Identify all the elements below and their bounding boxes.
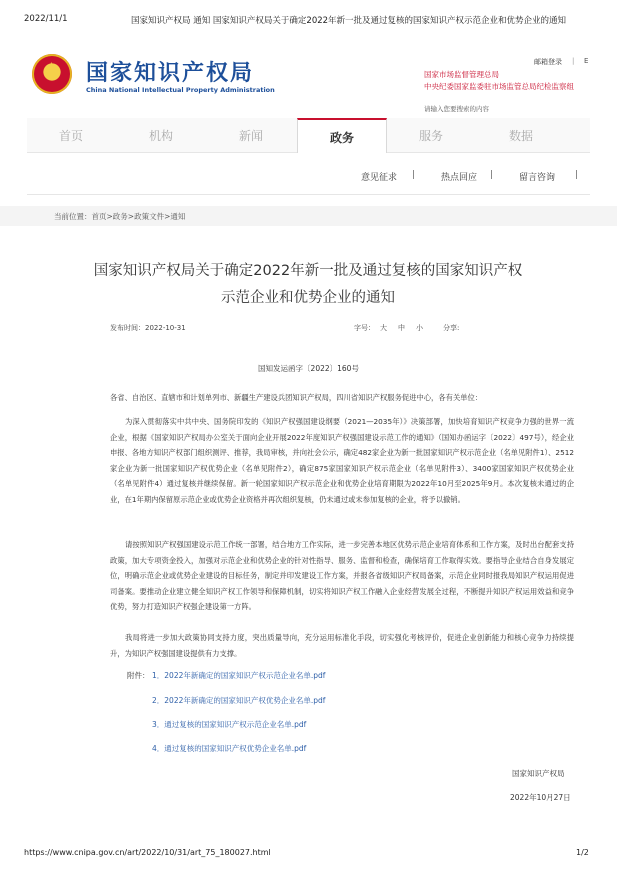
article-title: 国家知识产权局关于确定2022年新一批及通过复核的国家知识产权示范企业和优势企业的通知: [93, 263, 523, 306]
font-size-large-button[interactable]: 大: [380, 324, 387, 332]
discipline-inspection-link[interactable]: 中央纪委国家监委驻市场监管总局纪检监察组: [424, 82, 574, 91]
attachment-label: 附件：: [127, 671, 150, 680]
site-logo-text[interactable]: 国家知识产权局: [86, 61, 255, 86]
subnav-hot-topics[interactable]: 热点回应: [441, 173, 478, 183]
nav-home[interactable]: 首页: [58, 129, 83, 143]
share-label[interactable]: 分享:: [443, 324, 460, 332]
attachment-link-3[interactable]: 3．通过复核的国家知识产权示范企业名单.pdf: [152, 720, 307, 729]
attachment-link-2[interactable]: 2．2022年新确定的国家知识产权优势企业名单.pdf: [152, 696, 326, 705]
body-paragraph: 为深入贯彻落实中共中央、国务院印发的《知识产权强国建设纲要（2021—2035年）》决策部署，加快培育知识产权竞争力强的世界一流企业，根据《国家知识产权局办公室关于面向企业开展2022年度知识产权强国建设示范工作的通知》（国知办函运字〔2022〕497号），经企业申报、各地方知识产权部门组织测评、推荐，我局审核，并向社会公示，确定482家企业为新一批国家知识产权示范企业（名单见附件1）、2512家企业为新一批国家知识产权优势企业（名单见附件2），确定875家国家知识产权示范企业（名单见附件3）、3400家国家知识产权优势企业（名单见附件4）通过复核并继续保留。新一轮国家知识产权示范企业和优势企业培育期限为2022年10月至2025年9月。本次复核未通过的企业，在1年期内保留原示范企业或优势企业资格并再次组织复核，仍未通过或未参加复核的企业，将予以撤销。: [110, 417, 575, 504]
main-nav: [27, 118, 590, 153]
font-size-label: 字号：: [354, 324, 375, 332]
attachment-link-1[interactable]: 1．2022年新确定的国家知识产权示范企业名单.pdf: [152, 671, 326, 680]
site-logo-english: China National Intellectual Property Administration: [86, 86, 275, 94]
signature-date: 2022年10月27日: [510, 793, 571, 802]
salutation: 各省、自治区、直辖市和计划单列市、新疆生产建设兵团知识产权局，四川省知识产权服务促进中心，各有关单位：: [110, 393, 483, 402]
print-page-number: 1/2: [576, 848, 589, 857]
document-number: 国知发运函字〔2022〕160号: [258, 364, 359, 373]
subnav-separator: |: [412, 170, 416, 180]
national-emblem-icon: ★: [32, 54, 72, 94]
publish-time: 发布时间：2022-10-31: [110, 324, 186, 332]
subnav-message-consult[interactable]: 留言咨询: [519, 173, 556, 183]
nav-organization[interactable]: 机构: [148, 129, 173, 143]
mail-login-link[interactable]: 邮箱登录: [534, 58, 562, 66]
search-input[interactable]: 请输入您要搜索的内容: [424, 105, 489, 113]
sub-nav: [27, 152, 590, 195]
language-link-partial[interactable]: E: [584, 57, 589, 65]
print-date: 2022/11/1: [24, 14, 68, 24]
signature-org: 国家知识产权局: [512, 769, 565, 778]
attachment-link-4[interactable]: 4．通过复核的国家知识产权优势企业名单.pdf: [152, 744, 307, 753]
body-paragraph: 我局将进一步加大政策协同支持力度，突出质量导向，充分运用标准化手段，切实强化考核评价，促进企业创新能力和核心竞争力持续提升，为知识产权强国建设提供有力支撑。: [110, 633, 574, 658]
font-size-small-button[interactable]: 小: [416, 324, 423, 332]
print-page-title: 国家知识产权局 通知 国家知识产权局关于确定2022年新一批及通过复核的国家知识产权示范企业和优势企业的通知: [131, 16, 567, 26]
subnav-separator: |: [575, 170, 579, 180]
nav-news[interactable]: 新闻: [238, 129, 263, 143]
breadcrumb[interactable]: 当前位置：首页>政务>政策文件>通知: [54, 212, 186, 221]
top-link-divider: |: [572, 57, 575, 65]
samr-link[interactable]: 国家市场监督管理总局: [424, 70, 499, 79]
print-url: https://www.cnipa.gov.cn/art/2022/10/31/art_75_180027.html: [24, 848, 271, 857]
nav-government-affairs[interactable]: 政务: [297, 118, 387, 153]
subnav-opinion-solicitation[interactable]: 意见征求: [361, 173, 398, 183]
body-paragraph: 请按照知识产权强国建设示范工作统一部署，结合地方工作实际，进一步完善本地区优势示范企业培育体系和工作方案，及时出台配套支持政策，加大专项资金投入，加强对示范企业和优势企业的针对性指导、服务、监督和检查，确保培育工作取得实效。要指导企业结合自身发展定位，明确示范企业或优势企业建设的目标任务，制定并印发建设工作方案，并报各省级知识产权局备案，示范企业同时报我局知识产权运用促进司备案。要推动企业建立健全知识产权工作领导和保障机制，切实将知识产权工作融入企业经营发展全过程，不断提升知识产权运用效益和竞争优势，努力打造知识产权强企建设第一方阵。: [110, 540, 574, 611]
nav-services[interactable]: 服务: [418, 129, 443, 143]
nav-data[interactable]: 数据: [508, 129, 533, 143]
subnav-separator: |: [490, 170, 494, 180]
font-size-medium-button[interactable]: 中: [398, 324, 405, 332]
